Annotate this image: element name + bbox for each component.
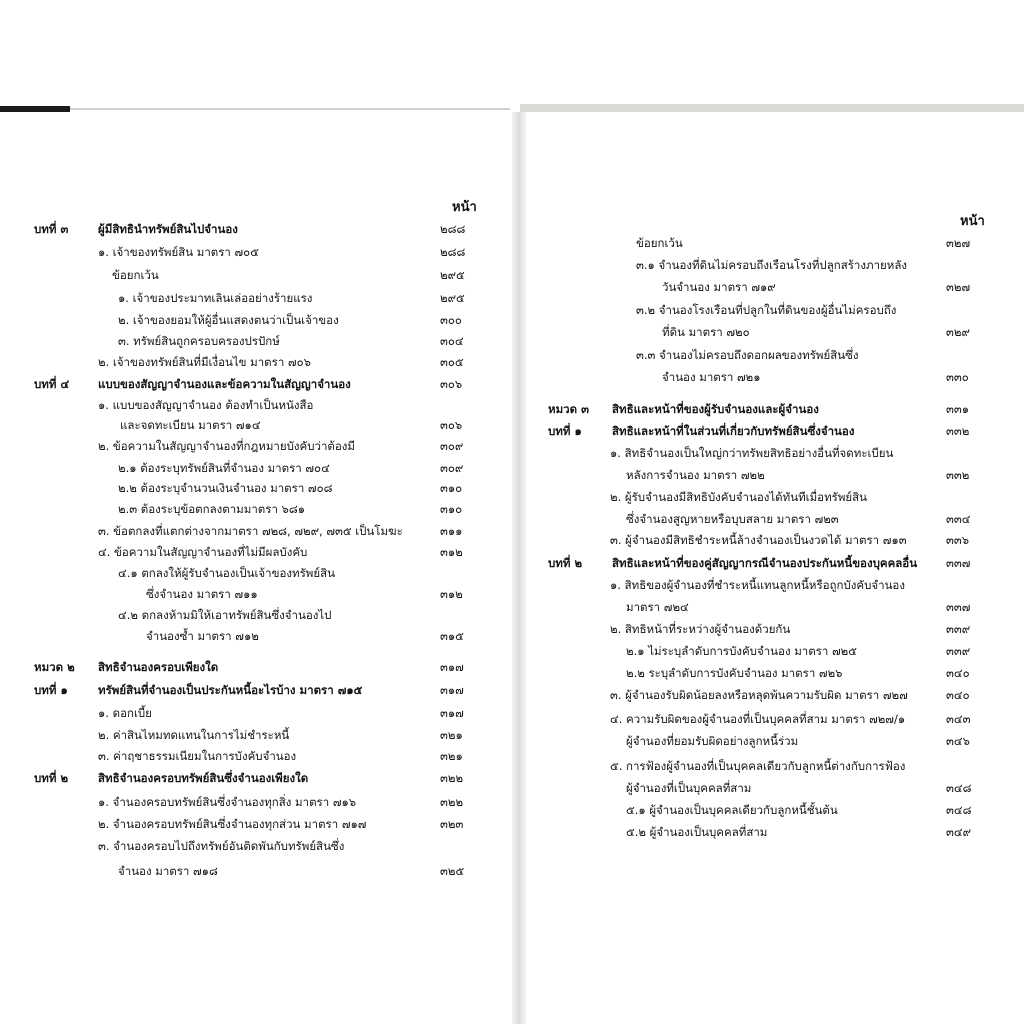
- toc-entry: [636, 258, 907, 272]
- toc-entry: [610, 578, 905, 592]
- toc-entry: [98, 795, 356, 809]
- chapter-label: บทที่ ๒: [34, 771, 69, 785]
- toc-entry: [98, 728, 289, 742]
- entry-text: ๑. สิทธิจำนองเป็นใหญ่กว่าทรัพยสิทธิอย่างอื่นที่จดทะเบียน: [610, 446, 894, 460]
- page-number: ๓๓๔: [946, 512, 971, 526]
- entry-text: ๔.๒ ตกลงห้ามมิให้เอาทรัพย์สินซึ่งจำนองไป: [118, 608, 332, 622]
- page-number: ๓๓๙: [946, 644, 971, 658]
- entry-text: ๑. ดอกเบี้ย: [98, 706, 152, 720]
- page-number: ๓๑๗: [440, 660, 464, 674]
- page-number: ๓๔๙: [946, 825, 971, 839]
- page-number: ๓๓๖: [946, 533, 970, 547]
- toc-entry: [662, 325, 750, 339]
- entry-text: มาตรา ๗๒๔: [626, 600, 689, 614]
- entry-text: ผู้จำนองที่ยอมรับผิดอย่างลูกหนี้ร่วม: [626, 734, 799, 748]
- entry-text: ๓.๑ จำนองที่ดินไม่ครอบถึงเรือนโรงที่ปลูกสร้างภายหลัง: [636, 258, 908, 272]
- toc-entry: [610, 446, 893, 460]
- entry-text: ทรัพย์สินที่จำนองเป็นประกันหนี้อะไรบ้าง มาตรา ๗๑๕: [98, 683, 363, 697]
- entry-text: สิทธิจำนองครอบทรัพย์สินซึ่งจำนองเพียงใด: [98, 771, 309, 785]
- entry-text: วันจำนอง มาตรา ๗๑๙: [662, 280, 776, 294]
- toc-entry: [610, 533, 907, 547]
- page-number: ๒๙๕: [440, 291, 465, 305]
- chapter-label: บทที่ ๓: [34, 222, 69, 236]
- entry-text: ๒. เจ้าของยอมให้ผู้อื่นแสดงตนว่าเป็นเจ้าของ: [118, 313, 339, 327]
- entry-text: ๓. ทรัพย์สินถูกครอบครองปรปักษ์: [118, 334, 280, 348]
- page-number: ๓๔๐: [946, 666, 970, 680]
- toc-entry: [610, 712, 905, 726]
- page-number: ๓๒๓: [440, 817, 464, 831]
- chapter-label: บทที่ ๔: [34, 377, 70, 391]
- section-label: หมวด ๓: [548, 402, 589, 416]
- chapter-label: บทที่ ๒: [548, 556, 583, 570]
- page-column-header: หน้า: [452, 200, 477, 215]
- toc-entry: [98, 439, 355, 453]
- entry-text: ๓. จำนองครอบไปถึงทรัพย์อันติดพันกับทรัพย์สินซึ่ง: [98, 839, 345, 853]
- toc-entry: [98, 706, 152, 720]
- toc-entry: [636, 348, 859, 362]
- page-number: ๓๐๔: [440, 334, 464, 348]
- chapter-label: บทที่ ๑: [34, 683, 68, 697]
- toc-entry: [626, 734, 798, 748]
- entry-text: และจดทะเบียน มาตรา ๗๑๔: [120, 418, 261, 432]
- toc-entry: [118, 461, 330, 475]
- toc-entry: [118, 291, 312, 305]
- entry-text: สิทธิและหน้าที่ของผู้รับจำนองและผู้จำนอง: [612, 402, 819, 416]
- toc-entry: [626, 468, 765, 482]
- toc-entry: [626, 825, 767, 839]
- entry-text: หลังการจำนอง มาตรา ๗๒๒: [626, 468, 765, 482]
- entry-text: ๑. เจ้าของประมาทเลินเล่ออย่างร้ายแรง: [118, 291, 313, 305]
- entry-text: ๑. เจ้าของทรัพย์สิน มาตรา ๗๐๕: [98, 245, 259, 259]
- page-number: ๓๐๙: [440, 439, 464, 453]
- toc-entry: [662, 370, 761, 384]
- entry-text: ๒.๒ ต้องระบุจำนวนเงินจำนอง มาตรา ๗๐๘: [118, 481, 333, 495]
- page-number: ๓๑๑: [440, 524, 463, 538]
- toc-entry: [98, 524, 403, 538]
- entry-text: สิทธิและหน้าที่ในส่วนที่เกี่ยวกับทรัพย์สินซึ่งจำนอง: [612, 424, 855, 438]
- page-number: ๓๔๐: [946, 688, 970, 702]
- entry-text: ๒. จำนองครอบทรัพย์สินซึ่งจำนองทุกส่วน มาตรา ๗๑๗: [98, 817, 367, 831]
- page-number: ๓๑๒: [440, 545, 463, 559]
- entry-text: ซึ่งจำนอง มาตรา ๗๑๑: [146, 587, 258, 601]
- page-number: ๓๔๖: [946, 734, 970, 748]
- entry-text: ๕.๑ ผู้จำนองเป็นบุคคลเดียวกับลูกหนี้ชั้นต้น: [626, 803, 838, 817]
- entry-text: ซึ่งจำนองสูญหายหรือบุบสลาย มาตรา ๗๒๓: [626, 512, 839, 526]
- page-number: ๓๐๙: [440, 461, 464, 475]
- entry-text: ๒.๑ ต้องระบุทรัพย์สินที่จำนอง มาตรา ๗๐๔: [118, 461, 330, 475]
- entry-text: ๓. ผู้จำนองรับผิดน้อยลงหรือหลุดพ้นความรับผิด มาตรา ๗๒๗: [610, 688, 908, 702]
- entry-text: ๒. ค่าสินไหมทดแทนในการไม่ชำระหนี้: [98, 728, 290, 742]
- page-number: ๒๙๕: [440, 268, 465, 282]
- entry-text: ข้อยกเว้น: [636, 236, 683, 250]
- toc-entry: [610, 688, 908, 702]
- toc-entry: [118, 481, 332, 495]
- page-number: ๓๓๒: [946, 468, 970, 482]
- page-number: ๓๔๘: [946, 803, 972, 817]
- page-number: ๓๓๐: [946, 370, 969, 384]
- page-number: ๓๓๗: [946, 600, 971, 614]
- toc-entry: [118, 608, 331, 622]
- entry-text: ๔. ข้อความในสัญญาจำนองที่ไม่มีผลบังคับ: [98, 545, 308, 559]
- toc-entry: [636, 303, 896, 317]
- page-number: ๓๓๗: [946, 556, 971, 570]
- toc-entry: [626, 600, 689, 614]
- page-number: ๓๒๑: [440, 749, 463, 763]
- page-number: ๓๐๕: [440, 355, 464, 369]
- entry-text: ๒.๓ ต้องระบุข้อตกลงตามมาตรา ๖๘๑: [118, 502, 306, 516]
- entry-text: ๒.๒ ระบุลำดับการบังคับจำนอง มาตรา ๗๒๖: [626, 666, 843, 680]
- entry-text: ๒. ผู้รับจำนองมีสิทธิบังคับจำนองได้ทันทีเมื่อทรัพย์สิน: [610, 490, 868, 504]
- toc-entry: [98, 817, 366, 831]
- entry-text: ๑. แบบของสัญญาจำนอง ต้องทำเป็นหนังสือ: [98, 398, 314, 412]
- page-number: ๓๐๐: [440, 313, 462, 327]
- entry-text: จำนอง มาตรา ๗๑๘: [118, 864, 218, 878]
- entry-text: สิทธิจำนองครอบเพียงใด: [98, 660, 219, 674]
- page-number: ๓๒๒: [440, 771, 464, 785]
- toc-entry: [626, 781, 751, 795]
- page-number: ๓๒๗: [946, 280, 971, 294]
- entry-text: จำนอง มาตรา ๗๒๑: [662, 370, 761, 384]
- toc-entry: [98, 749, 296, 763]
- page-number: ๓๓๙: [946, 622, 971, 636]
- toc-entry: [610, 490, 867, 504]
- toc-entry: [626, 666, 842, 680]
- toc-entry: [112, 268, 159, 282]
- page-number: ๓๐๖: [440, 377, 463, 391]
- entry-text: ผู้จำนองที่เป็นบุคคลที่สาม: [626, 781, 752, 795]
- toc-page-right: [526, 0, 1024, 1024]
- entry-text: ผู้มีสิทธินำทรัพย์สินไปจำนอง: [98, 222, 238, 236]
- page-column-header: หน้า: [960, 214, 985, 229]
- entry-text: ๑. จำนองครอบทรัพย์สินซึ่งจำนองทุกสิ่ง มาตรา ๗๑๖: [98, 795, 357, 809]
- toc-entry: [118, 313, 339, 327]
- entry-text: ๓. ผู้จำนองมีสิทธิชำระหนี้ล้างจำนองเป็นงวดได้ มาตรา ๗๑๓: [610, 533, 907, 547]
- page-number: ๓๒๗: [946, 236, 971, 250]
- chapter-label: บทที่ ๑: [548, 424, 582, 438]
- page-number: ๓๓๒: [946, 424, 970, 438]
- page-number: ๓๑๒: [440, 587, 463, 601]
- page-number: ๓๒๙: [946, 325, 970, 339]
- entry-text: ๓.๓ จำนองไม่ครอบถึงดอกผลของทรัพย์สินซึ่ง: [636, 348, 859, 362]
- toc-entry: [98, 839, 344, 853]
- toc-entry: [98, 355, 311, 369]
- entry-text: ๒. สิทธิหน้าที่ระหว่างผู้จำนองด้วยกัน: [610, 622, 791, 636]
- entry-text: ๔.๑ ตกลงให้ผู้รับจำนองเป็นเจ้าของทรัพย์สิน: [118, 566, 335, 580]
- toc-entry: [626, 512, 839, 526]
- entry-text: จำนองซ้ำ มาตรา ๗๑๒: [146, 629, 259, 643]
- page-number: ๓๔๘: [946, 781, 972, 795]
- entry-text: ๓.๒ จำนองโรงเรือนที่ปลูกในที่ดินของผู้อื่นไม่ครอบถึง: [636, 303, 897, 317]
- section-label: หมวด ๒: [34, 660, 75, 674]
- page-number: ๓๑๐: [440, 502, 463, 516]
- page-number: ๒๘๘: [440, 245, 466, 259]
- toc-entry: [146, 587, 258, 601]
- toc-entry: [626, 644, 857, 658]
- toc-entry: [636, 236, 683, 250]
- entry-text: ๔. ความรับผิดของผู้จำนองที่เป็นบุคคลที่สาม มาตรา ๗๒๗/๑: [610, 712, 906, 726]
- toc-entry: [146, 629, 259, 643]
- entry-text: ๑. สิทธิของผู้จำนองที่ชำระหนี้แทนลูกหนี้หรือถูกบังคับจำนอง: [610, 578, 905, 592]
- toc-entry: [118, 566, 335, 580]
- page-number: ๓๔๓: [946, 712, 971, 726]
- toc-entry: [662, 280, 776, 294]
- toc-entry: [118, 502, 305, 516]
- toc-entry: [98, 245, 259, 259]
- page-number: ๓๒๕: [440, 864, 465, 878]
- entry-text: ๕. การฟ้องผู้จำนองที่เป็นบุคคลเดียวกับลูกหนี้ต่างกับการฟ้อง: [610, 759, 906, 773]
- page-number: ๓๑๗: [440, 706, 464, 720]
- entry-text: ๒. ข้อความในสัญญาจำนองที่กฎหมายบังคับว่าต้องมี: [98, 439, 355, 453]
- entry-text: สิทธิและหน้าที่ของคู่สัญญากรณีจำนองประกันหนี้ของบุคคลอื่น: [612, 556, 918, 570]
- toc-entry: [98, 545, 307, 559]
- entry-text: แบบของสัญญาจำนองและข้อความในสัญญาจำนอง: [98, 377, 351, 391]
- page-number: ๓๑๕: [440, 629, 464, 643]
- page-number: ๓๒๒: [440, 795, 464, 809]
- entry-text: ๕.๒ ผู้จำนองเป็นบุคคลที่สาม: [626, 825, 768, 839]
- page-number: ๒๘๘: [440, 222, 466, 236]
- toc-entry: [626, 803, 838, 817]
- toc-entry: [120, 418, 261, 432]
- page-number: ๓๑๐: [440, 481, 463, 495]
- toc-entry: [98, 398, 313, 412]
- toc-entry: [118, 864, 218, 878]
- page-number: ๓๒๑: [440, 728, 463, 742]
- entry-text: ๒.๑ ไม่ระบุลำดับการบังคับจำนอง มาตรา ๗๒๕: [626, 644, 857, 658]
- entry-text: ๓. ข้อตกลงที่แตกต่างจากมาตรา ๗๒๘, ๗๒๙, ๗๓๕ เป็นโมฆะ: [98, 524, 403, 538]
- page-number: ๓๐๖: [440, 418, 463, 432]
- entry-text: ที่ดิน มาตรา ๗๒๐: [662, 325, 750, 339]
- toc-entry: [118, 334, 280, 348]
- toc-entry: [610, 622, 790, 636]
- page-number: ๓๓๑: [946, 402, 970, 416]
- book-gutter: [512, 112, 526, 1024]
- page-number: ๓๑๗: [440, 683, 464, 697]
- entry-text: ๒. เจ้าของทรัพย์สินที่มีเงื่อนไข มาตรา ๗๐๖: [98, 355, 311, 369]
- entry-text: ข้อยกเว้น: [112, 268, 159, 282]
- entry-text: ๓. ค่าฤชาธรรมเนียมในการบังคับจำนอง: [98, 749, 297, 763]
- toc-entry: [610, 759, 905, 773]
